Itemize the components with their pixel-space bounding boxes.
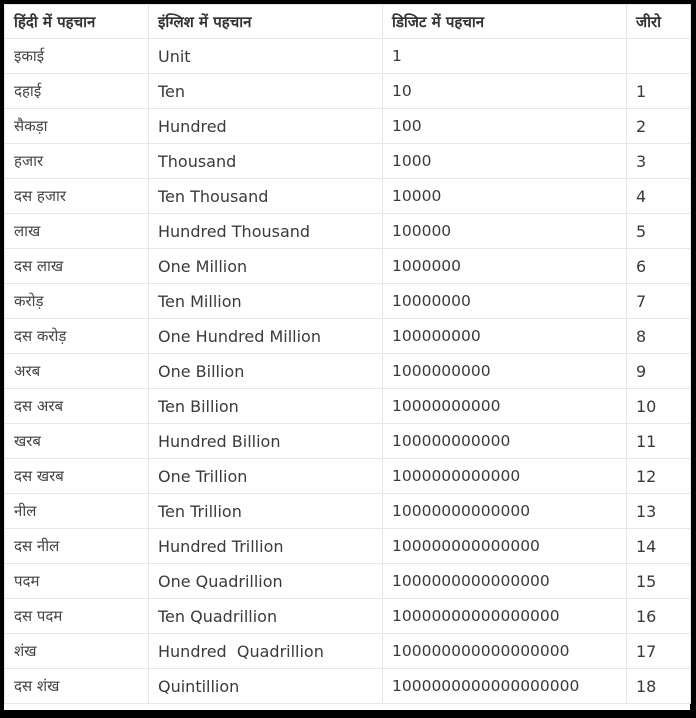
cell-zero-count: 1 <box>627 74 691 109</box>
table-row <box>5 109 691 144</box>
cell-english-name: One Billion <box>149 354 383 389</box>
cell-digit-value: 1000000000000000000 <box>383 669 627 704</box>
number-place-value-table <box>4 4 691 704</box>
cell-zero-count: 9 <box>627 354 691 389</box>
cell-digit-value: 100000 <box>383 214 627 249</box>
table-header-row <box>5 5 691 39</box>
cell-digit-value: 100000000 <box>383 319 627 354</box>
cell-hindi-name: नील <box>5 494 149 529</box>
table-row <box>5 284 691 319</box>
table-row <box>5 179 691 214</box>
table-body <box>5 39 691 704</box>
table-row <box>5 459 691 494</box>
cell-hindi-name: करोड़ <box>5 284 149 319</box>
cell-zero-count: 10 <box>627 389 691 424</box>
header-english-name: इंग्लिश में पहचान <box>149 5 383 39</box>
cell-hindi-name: पदम <box>5 564 149 599</box>
cell-digit-value: 10000000000 <box>383 389 627 424</box>
cell-zero-count: 3 <box>627 144 691 179</box>
cell-hindi-name: सैकड़ा <box>5 109 149 144</box>
cell-zero-count: 14 <box>627 529 691 564</box>
table-row <box>5 39 691 74</box>
cell-zero-count: 15 <box>627 564 691 599</box>
cell-digit-value: 10000 <box>383 179 627 214</box>
cell-zero-count <box>627 39 691 74</box>
cell-zero-count: 17 <box>627 634 691 669</box>
cell-hindi-name: खरब <box>5 424 149 459</box>
cell-zero-count: 12 <box>627 459 691 494</box>
number-place-value-table-frame <box>4 4 690 710</box>
cell-english-name: Hundred Billion <box>149 424 383 459</box>
cell-zero-count: 13 <box>627 494 691 529</box>
cell-hindi-name: अरब <box>5 354 149 389</box>
cell-english-name: Thousand <box>149 144 383 179</box>
cell-hindi-name: दस अरब <box>5 389 149 424</box>
cell-hindi-name: लाख <box>5 214 149 249</box>
cell-english-name: One Hundred Million <box>149 319 383 354</box>
cell-english-name: Ten Quadrillion <box>149 599 383 634</box>
table-row <box>5 389 691 424</box>
cell-hindi-name: दस हजार <box>5 179 149 214</box>
cell-hindi-name: दहाई <box>5 74 149 109</box>
cell-english-name: Hundred <box>149 109 383 144</box>
cell-zero-count: 2 <box>627 109 691 144</box>
cell-hindi-name: दस नील <box>5 529 149 564</box>
table-row <box>5 319 691 354</box>
header-zero-count: जीरो <box>627 5 691 39</box>
cell-hindi-name: शंख <box>5 634 149 669</box>
table-row <box>5 144 691 179</box>
cell-english-name: Quintillion <box>149 669 383 704</box>
cell-english-name: Ten Trillion <box>149 494 383 529</box>
table-row <box>5 249 691 284</box>
table-row <box>5 599 691 634</box>
cell-hindi-name: दस पदम <box>5 599 149 634</box>
table-row <box>5 494 691 529</box>
header-hindi-name: हिंदी में पहचान <box>5 5 149 39</box>
table-row <box>5 634 691 669</box>
cell-english-name: Ten <box>149 74 383 109</box>
cell-digit-value: 1000000000000000 <box>383 564 627 599</box>
cell-digit-value: 10000000000000 <box>383 494 627 529</box>
cell-digit-value: 1000000 <box>383 249 627 284</box>
table-row <box>5 354 691 389</box>
table-row <box>5 424 691 459</box>
cell-digit-value: 1000000000 <box>383 354 627 389</box>
cell-zero-count: 7 <box>627 284 691 319</box>
cell-zero-count: 16 <box>627 599 691 634</box>
cell-digit-value: 100000000000000000 <box>383 634 627 669</box>
cell-digit-value: 10000000 <box>383 284 627 319</box>
cell-digit-value: 1000 <box>383 144 627 179</box>
cell-english-name: Hundred Quadrillion <box>149 634 383 669</box>
cell-zero-count: 6 <box>627 249 691 284</box>
cell-english-name: One Million <box>149 249 383 284</box>
cell-hindi-name: दस शंख <box>5 669 149 704</box>
cell-hindi-name: दस लाख <box>5 249 149 284</box>
cell-english-name: One Trillion <box>149 459 383 494</box>
cell-zero-count: 18 <box>627 669 691 704</box>
cell-digit-value: 100000000000 <box>383 424 627 459</box>
cell-english-name: Ten Million <box>149 284 383 319</box>
cell-digit-value: 100000000000000 <box>383 529 627 564</box>
cell-hindi-name: हजार <box>5 144 149 179</box>
cell-hindi-name: दस करोड़ <box>5 319 149 354</box>
cell-english-name: Ten Thousand <box>149 179 383 214</box>
table-row <box>5 529 691 564</box>
cell-hindi-name: इकाई <box>5 39 149 74</box>
cell-digit-value: 1 <box>383 39 627 74</box>
cell-english-name: Hundred Thousand <box>149 214 383 249</box>
cell-zero-count: 11 <box>627 424 691 459</box>
cell-digit-value: 1000000000000 <box>383 459 627 494</box>
cell-english-name: Hundred Trillion <box>149 529 383 564</box>
cell-digit-value: 100 <box>383 109 627 144</box>
cell-digit-value: 10 <box>383 74 627 109</box>
header-digit-value: डिजिट में पहचान <box>383 5 627 39</box>
cell-english-name: Unit <box>149 39 383 74</box>
table-row <box>5 669 691 704</box>
cell-zero-count: 5 <box>627 214 691 249</box>
table-row <box>5 214 691 249</box>
cell-hindi-name: दस खरब <box>5 459 149 494</box>
cell-zero-count: 4 <box>627 179 691 214</box>
cell-english-name: One Quadrillion <box>149 564 383 599</box>
table-row <box>5 74 691 109</box>
table-row <box>5 564 691 599</box>
cell-english-name: Ten Billion <box>149 389 383 424</box>
cell-digit-value: 10000000000000000 <box>383 599 627 634</box>
cell-zero-count: 8 <box>627 319 691 354</box>
